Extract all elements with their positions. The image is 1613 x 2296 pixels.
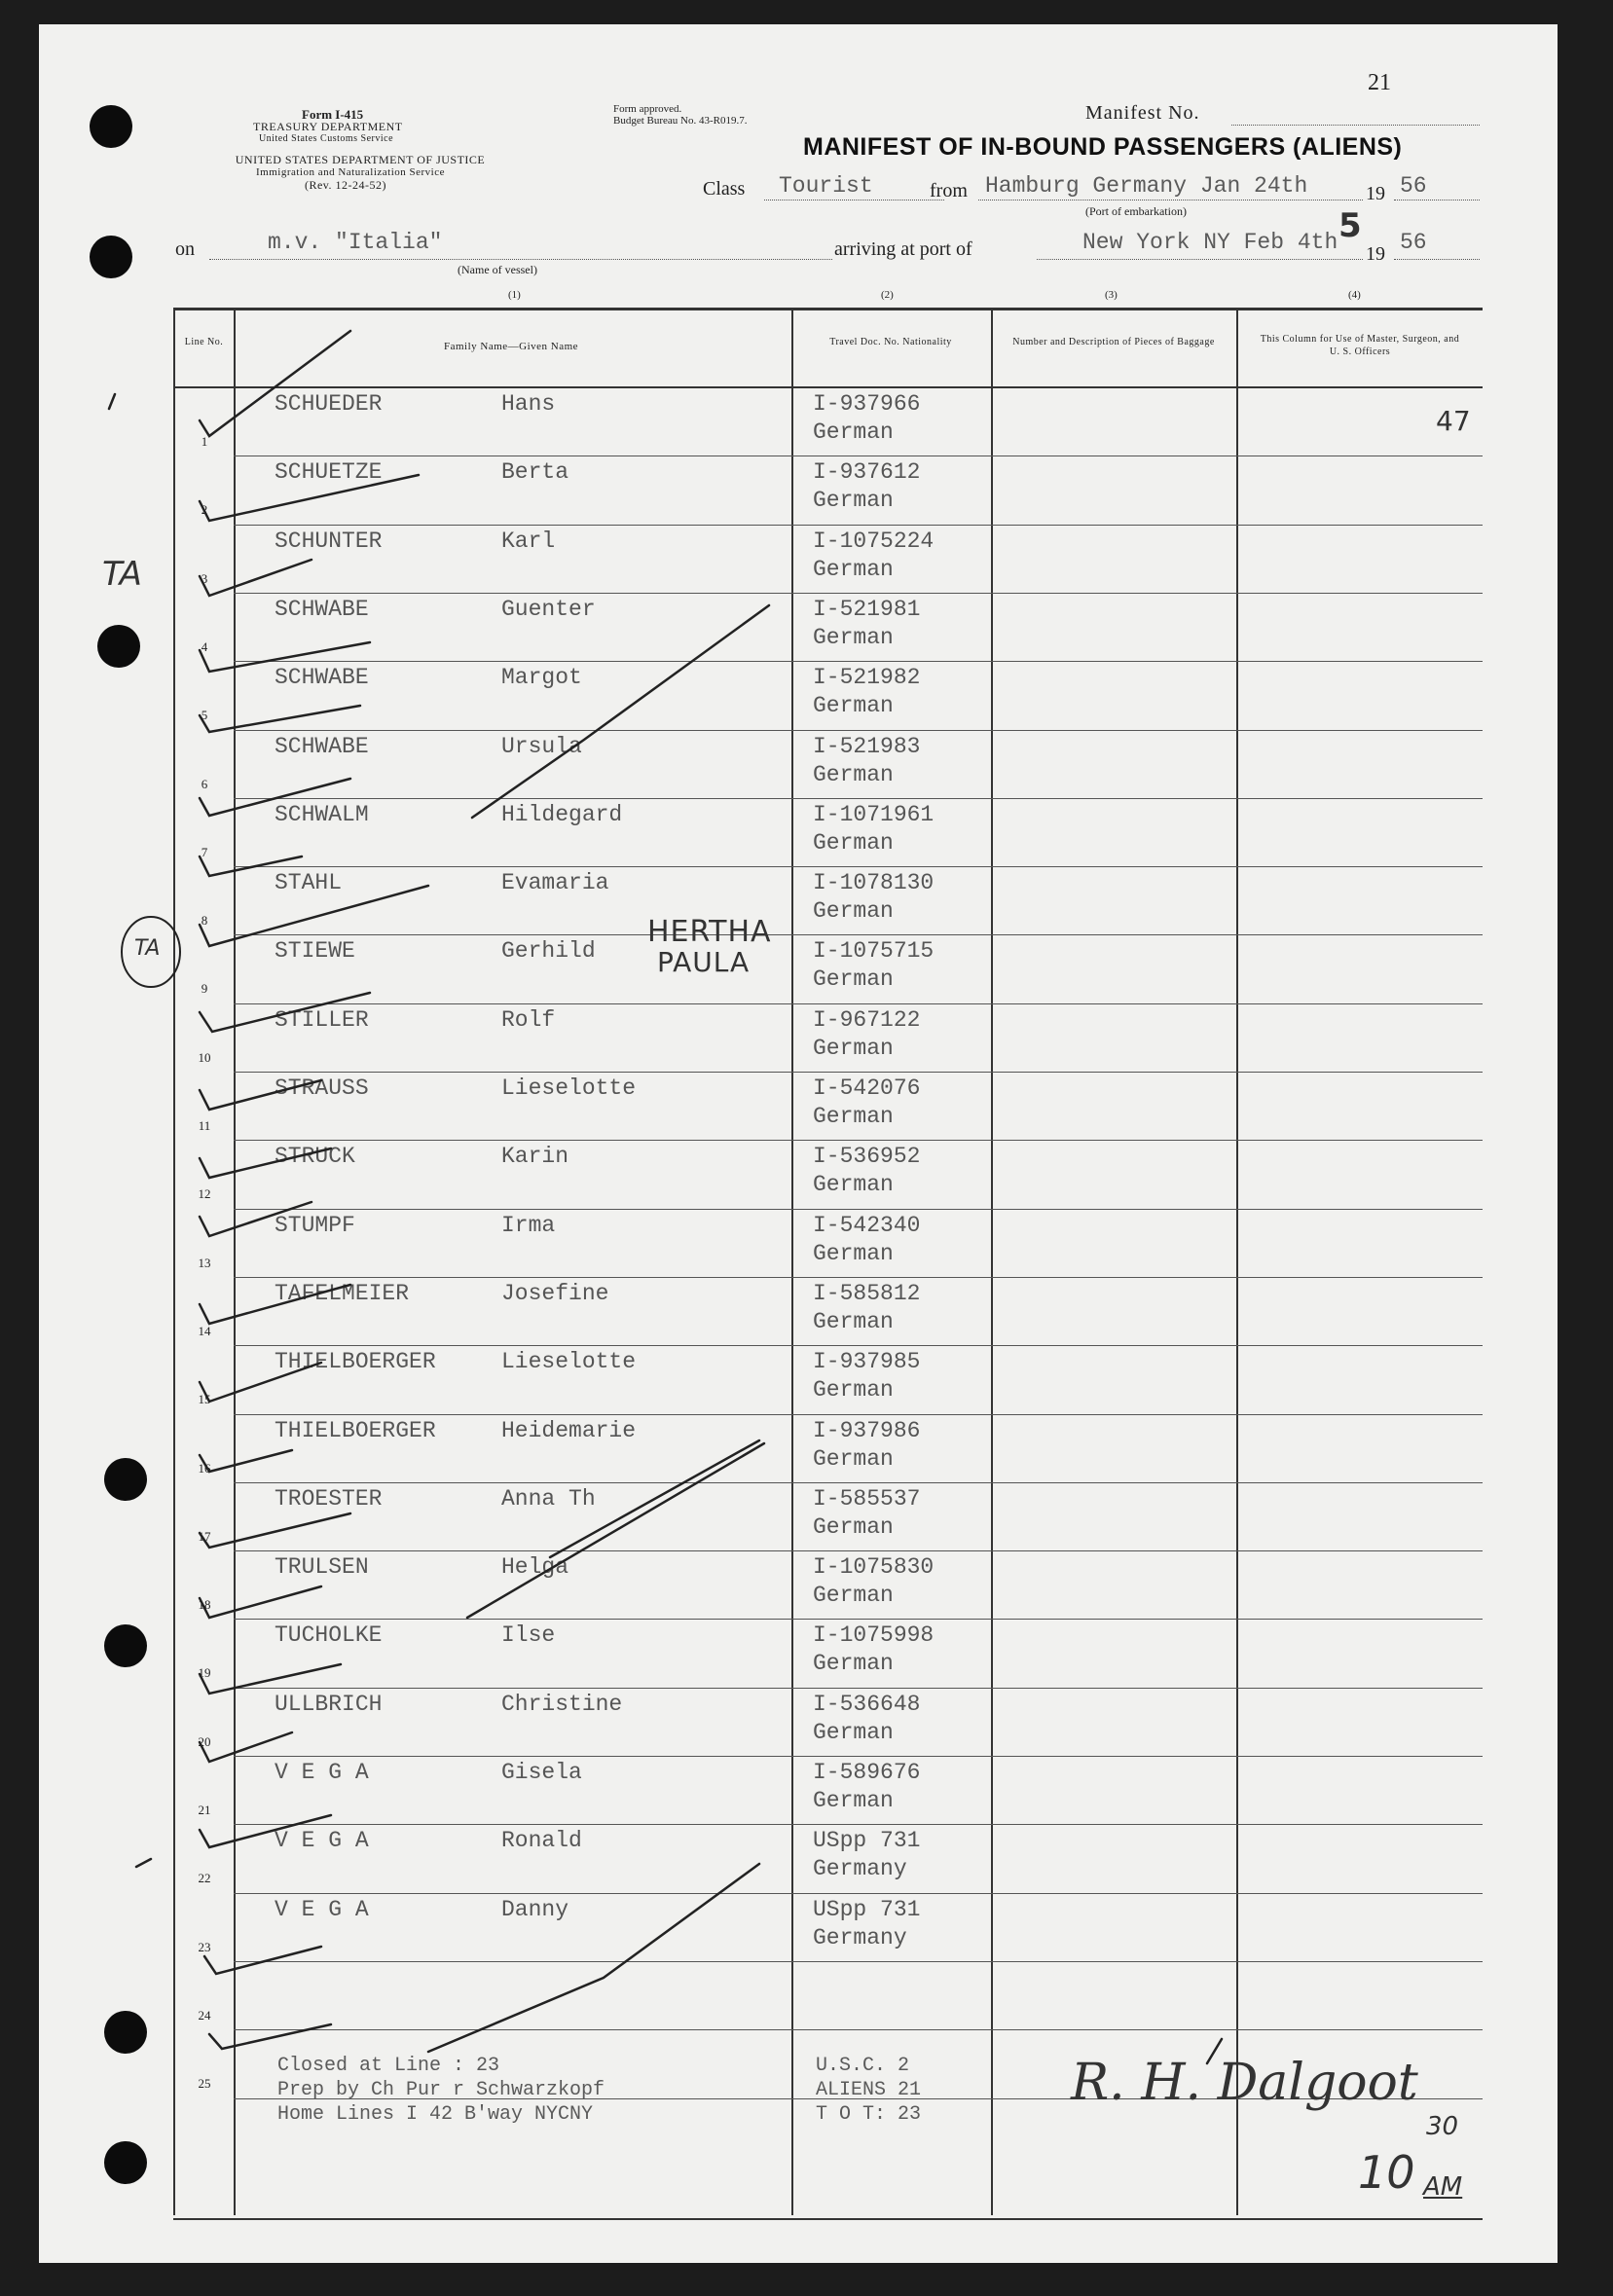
- travel-doc: I-521982: [813, 665, 921, 691]
- row-rule: [234, 1619, 1483, 1620]
- row-rule: [234, 593, 1483, 594]
- punch-hole: [90, 105, 132, 148]
- travel-doc: I-536952: [813, 1144, 921, 1170]
- row-rule: [234, 1893, 1483, 1894]
- header-officers: This Column for Use of Master, Surgeon, and U. S. Officers: [1260, 334, 1460, 357]
- stahl-annotation-2: PAULA: [657, 946, 751, 978]
- punch-hole: [104, 2011, 147, 2054]
- family-name: THIELBOERGER: [275, 1349, 436, 1375]
- column-number: (2): [881, 289, 894, 301]
- nationality: German: [813, 761, 894, 787]
- row-rule: [234, 1961, 1483, 1962]
- family-name: SCHUEDER: [275, 391, 383, 417]
- line-number: 9: [201, 981, 208, 997]
- on-label: on: [175, 238, 195, 260]
- justice-label: UNITED STATES DEPARTMENT OF JUSTICE: [235, 153, 486, 166]
- arrival-year: 56: [1400, 230, 1427, 255]
- family-name: STIEWE: [275, 938, 355, 965]
- line-number: 6: [201, 776, 208, 791]
- travel-doc: I-937986: [813, 1417, 921, 1443]
- given-name: Ursula: [501, 733, 582, 759]
- form-number: Form I-415: [302, 107, 364, 122]
- nationality: German: [813, 556, 894, 582]
- header-line-no: Line No.: [184, 337, 224, 347]
- family-name: STRUCK: [275, 1144, 355, 1170]
- row-rule: [234, 798, 1483, 799]
- travel-doc: I-1071961: [813, 801, 935, 827]
- family-name: SCHWABE: [275, 733, 369, 759]
- line-number: 7: [201, 844, 208, 859]
- nationality: German: [813, 1240, 894, 1266]
- travel-doc: I-1075224: [813, 528, 935, 554]
- approval-line1: Form approved.: [613, 103, 682, 115]
- given-name: Lieselotte: [501, 1349, 637, 1375]
- given-name: Christine: [501, 1691, 623, 1717]
- given-name: Helga: [501, 1554, 569, 1581]
- nationality: German: [813, 966, 894, 993]
- nationality: German: [813, 488, 894, 514]
- line-number: 23: [198, 1939, 211, 1954]
- line-number: 3: [201, 570, 208, 586]
- arriving-label: arriving at port of: [834, 238, 972, 260]
- travel-doc: I-521981: [813, 596, 921, 622]
- travel-doc: USpp 731: [813, 1896, 921, 1922]
- port-embarkation-note: (Port of embarkation): [1085, 204, 1187, 218]
- travel-doc: USpp 731: [813, 1828, 921, 1854]
- from-label: from: [930, 180, 968, 201]
- time-period: AM: [1423, 2172, 1463, 2202]
- nationality: Germany: [813, 1856, 907, 1882]
- travel-doc: I-937985: [813, 1349, 921, 1375]
- line-number: 11: [198, 1118, 211, 1133]
- row-rule: [234, 934, 1483, 935]
- column-number: (3): [1105, 289, 1118, 301]
- travel-doc: I-1075830: [813, 1554, 935, 1581]
- header-name: Family Name—Given Name: [443, 341, 579, 352]
- arrival-correction: 5: [1338, 206, 1362, 245]
- officer-signature: R. H. Dalgoot: [1071, 2054, 1418, 2112]
- line-number: 5: [201, 708, 208, 723]
- family-name: TUCHOLKE: [275, 1622, 383, 1649]
- class-value: Tourist: [779, 173, 873, 199]
- given-name: Ronald: [501, 1828, 582, 1854]
- nationality: German: [813, 1651, 894, 1677]
- given-name: Irma: [501, 1212, 556, 1238]
- header-baggage: Number and Description of Pieces of Baggage: [1012, 337, 1215, 347]
- arrival-year-prefix: 19: [1366, 243, 1385, 265]
- closing-left-3: Home Lines I 42 B'way NYCNY: [277, 2103, 594, 2126]
- line-number: 25: [198, 2076, 211, 2092]
- nationality: German: [813, 1788, 894, 1813]
- nationality: German: [813, 1308, 894, 1334]
- officer-entry: 47: [1436, 405, 1471, 437]
- punch-hole: [97, 625, 140, 668]
- travel-doc: I-536648: [813, 1691, 921, 1717]
- line-number: 4: [201, 638, 208, 654]
- travel-doc: I-542340: [813, 1212, 921, 1238]
- nationality: German: [813, 1104, 894, 1129]
- line-number: 1: [201, 434, 208, 449]
- line-number: 20: [198, 1733, 211, 1749]
- line-number: 21: [198, 1803, 211, 1817]
- family-name: SCHUNTER: [275, 528, 383, 554]
- nationality: German: [813, 1719, 894, 1745]
- given-name: Karl: [501, 528, 556, 554]
- header-bottom-rule: [173, 386, 1483, 388]
- punch-hole: [104, 2141, 147, 2184]
- family-name: STUMPF: [275, 1212, 355, 1238]
- family-name: STRAUSS: [275, 1075, 369, 1101]
- column-number: (4): [1348, 289, 1361, 301]
- row-rule: [234, 1277, 1483, 1278]
- travel-doc: I-1075998: [813, 1622, 935, 1649]
- closing-right-3: T O T: 23: [816, 2103, 922, 2126]
- closing-right-2: ALIENS 21: [816, 2079, 922, 2101]
- line-number: 14: [198, 1323, 211, 1338]
- officer-col-divider: [1236, 308, 1238, 2215]
- closing-right-1: U.S.C. 2: [816, 2055, 910, 2077]
- line-number: 19: [198, 1665, 211, 1681]
- nationality: German: [813, 1445, 894, 1472]
- time-minutes: 30: [1426, 2112, 1459, 2141]
- family-name: TAFELMEIER: [275, 1280, 410, 1306]
- class-label: Class: [703, 178, 746, 200]
- family-name: SCHUETZE: [275, 459, 383, 486]
- line-number: 12: [198, 1186, 211, 1202]
- header-travel: Travel Doc. No. Nationality: [829, 337, 952, 347]
- row-rule: [234, 730, 1483, 731]
- line-number: 13: [198, 1255, 211, 1270]
- row-rule: [234, 1140, 1483, 1141]
- given-name: Lieselotte: [501, 1075, 637, 1101]
- family-name: TROESTER: [275, 1485, 383, 1512]
- travel-doc: I-585537: [813, 1485, 921, 1512]
- manifest-no-line: [1231, 125, 1480, 126]
- line-number: 10: [198, 1049, 211, 1065]
- row-rule: [234, 661, 1483, 662]
- manifest-no-label: Manifest No.: [1085, 102, 1200, 124]
- family-name: V E G A: [275, 1828, 369, 1854]
- punch-hole: [104, 1458, 147, 1501]
- nationality: German: [813, 1513, 894, 1540]
- punch-hole: [90, 236, 132, 278]
- family-name: SCHWABE: [275, 665, 369, 691]
- nationality: German: [813, 693, 894, 719]
- row-rule: [234, 525, 1483, 526]
- line-number: 15: [198, 1392, 211, 1407]
- nationality: German: [813, 898, 894, 925]
- row-rule: [234, 1414, 1483, 1415]
- immigration-label: Immigration and Naturalization Service: [255, 166, 446, 178]
- family-name: ULLBRICH: [275, 1691, 383, 1717]
- arrival-year-line: [1394, 259, 1480, 260]
- given-name: Heidemarie: [501, 1417, 637, 1443]
- given-name: Ilse: [501, 1622, 556, 1649]
- travel-doc: I-589676: [813, 1760, 921, 1785]
- row-rule: [234, 1550, 1483, 1551]
- family-name: STILLER: [275, 1006, 369, 1033]
- from-year: 56: [1400, 173, 1427, 199]
- nationality: German: [813, 1035, 894, 1061]
- travel-doc: I-937966: [813, 391, 921, 417]
- row-rule: [234, 2029, 1483, 2030]
- line-number: 16: [198, 1460, 211, 1476]
- nationality: German: [813, 1583, 894, 1609]
- stahl-annotation-1: HERTHA: [647, 915, 772, 949]
- given-name: Guenter: [501, 596, 596, 622]
- margin-mark-ta: TA: [102, 555, 142, 594]
- row-rule: [234, 1003, 1483, 1004]
- from-year-prefix: 19: [1366, 183, 1385, 204]
- approval-line2: Budget Bureau No. 43-R019.7.: [613, 115, 748, 127]
- given-name: Hans: [501, 391, 556, 417]
- travel-doc: I-542076: [813, 1075, 921, 1101]
- given-name: Josefine: [501, 1280, 609, 1306]
- nationality: German: [813, 1172, 894, 1198]
- arrival-line: [1037, 259, 1363, 260]
- treasury-label: TREASURY DEPARTMENT: [253, 120, 403, 133]
- given-name: Danny: [501, 1896, 569, 1922]
- line-number: 8: [201, 913, 208, 929]
- given-name: Rolf: [501, 1006, 556, 1033]
- given-name: Gisela: [501, 1760, 582, 1785]
- line-number: 22: [198, 1871, 211, 1886]
- family-name: V E G A: [275, 1760, 369, 1785]
- table-left-border: [173, 308, 175, 2215]
- row-rule: [234, 1345, 1483, 1346]
- line-number: 18: [198, 1597, 211, 1613]
- page-number: 21: [1368, 70, 1391, 95]
- given-name: Berta: [501, 459, 569, 486]
- manifest-title: MANIFEST OF IN-BOUND PASSENGERS (ALIENS): [803, 133, 1403, 161]
- line-number: 24: [198, 2007, 211, 2023]
- given-name: Hildegard: [501, 801, 623, 827]
- line-col-divider: [234, 308, 236, 2215]
- given-name: Gerhild: [501, 938, 596, 965]
- vessel-note: (Name of vessel): [458, 263, 537, 276]
- arrival-value: New York NY Feb 4th: [1082, 230, 1338, 255]
- travel-doc: I-585812: [813, 1280, 921, 1306]
- nationality: German: [813, 829, 894, 856]
- row-rule: [234, 1756, 1483, 1757]
- nationality: German: [813, 419, 894, 445]
- row-rule: [234, 1824, 1483, 1825]
- closing-left-1: Closed at Line : 23: [277, 2055, 500, 2077]
- row-rule: [234, 1072, 1483, 1073]
- line-number: 2: [201, 502, 208, 518]
- row-rule: [234, 1209, 1483, 1210]
- revision-label: (Rev. 12-24-52): [304, 178, 387, 192]
- line-number: 17: [198, 1528, 211, 1544]
- vessel-line: [209, 259, 832, 260]
- from-value: Hamburg Germany Jan 24th: [985, 173, 1308, 199]
- family-name: TRULSEN: [275, 1554, 369, 1581]
- given-name: Anna Th: [501, 1485, 596, 1512]
- closing-left-2: Prep by Ch Pur r Schwarzkopf: [277, 2079, 605, 2101]
- row-rule: [234, 1482, 1483, 1483]
- family-name: SCHWALM: [275, 801, 369, 827]
- family-name: STAHL: [275, 870, 343, 896]
- punch-hole: [104, 1624, 147, 1667]
- customs-label: United States Customs Service: [258, 133, 394, 144]
- family-name: V E G A: [275, 1896, 369, 1922]
- travel-doc: I-1078130: [813, 870, 935, 896]
- time-hour: 10: [1358, 2146, 1415, 2199]
- travel-doc: I-937612: [813, 459, 921, 486]
- given-name: Margot: [501, 665, 582, 691]
- family-name: SCHWABE: [275, 596, 369, 622]
- given-name: Evamaria: [501, 870, 609, 896]
- family-name: THIELBOERGER: [275, 1417, 436, 1443]
- travel-doc: I-967122: [813, 1006, 921, 1033]
- travel-doc: I-521983: [813, 733, 921, 759]
- nationality: German: [813, 624, 894, 650]
- travel-doc: I-1075715: [813, 938, 935, 965]
- margin-mark-ta-circled: TA: [134, 936, 161, 961]
- nationality: German: [813, 1377, 894, 1403]
- nationality: Germany: [813, 1924, 907, 1950]
- column-number: (1): [508, 289, 521, 301]
- baggage-col-divider: [991, 308, 993, 2215]
- travel-col-divider: [791, 308, 793, 2215]
- row-rule: [234, 866, 1483, 867]
- vessel-value: m.v. "Italia": [268, 230, 443, 255]
- given-name: Karin: [501, 1144, 569, 1170]
- row-rule: [234, 1688, 1483, 1689]
